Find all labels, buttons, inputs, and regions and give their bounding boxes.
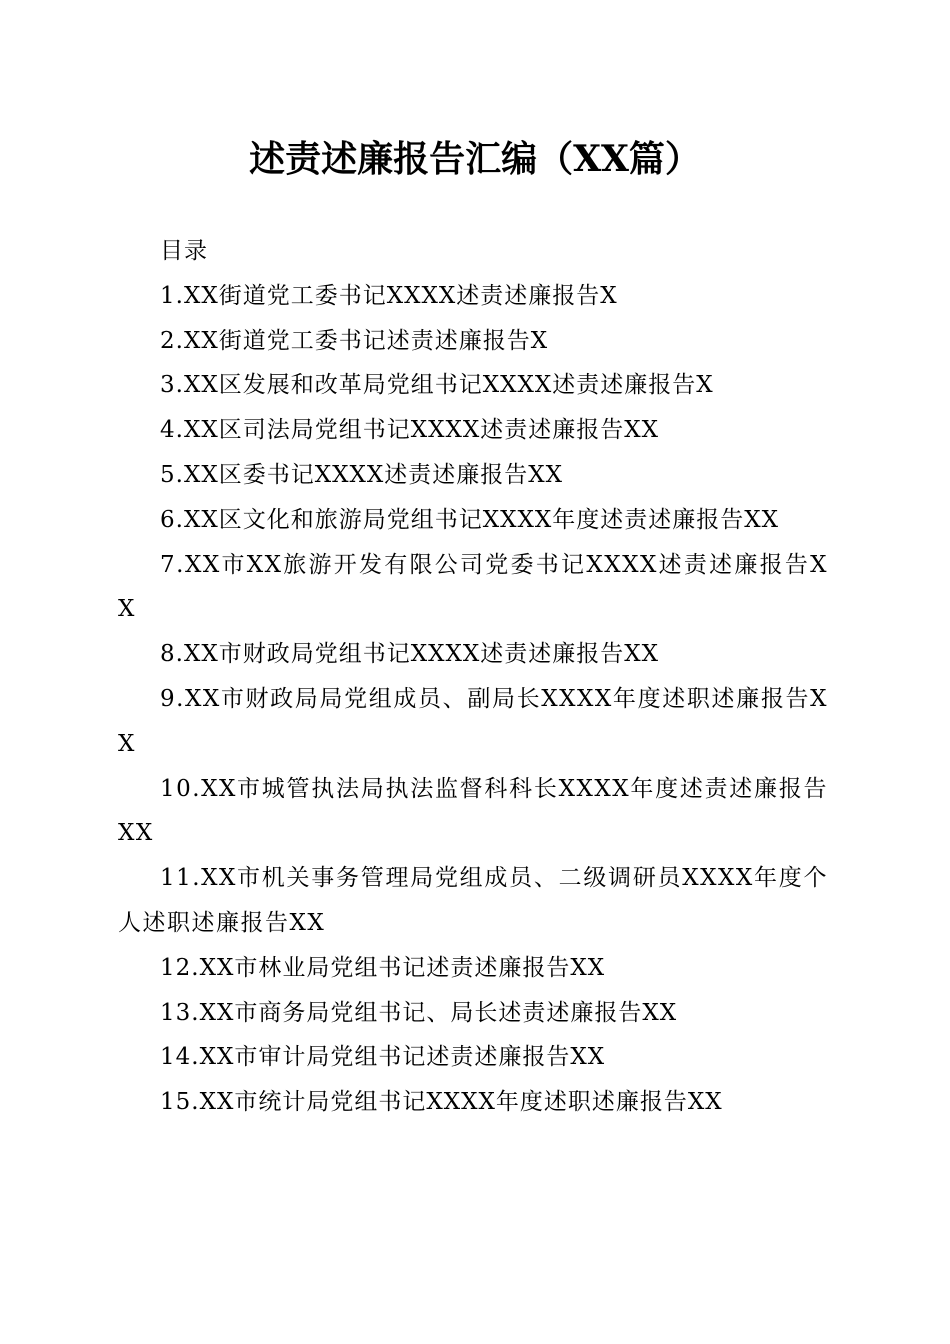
table-of-contents xyxy=(118,229,828,1125)
toc-item: 13.XX市商务局党组书记、局长述责述廉报告XX xyxy=(160,999,678,1026)
toc-item: 15.XX市统计局党组书记XXXX年度述职述廉报告XX xyxy=(160,1089,723,1116)
toc-item: 6.XX区文化和旅游局党组书记XXXX年度述责述廉报告XX xyxy=(160,506,779,533)
toc-item: 3.XX区发展和改革局党组书记XXXX述责述廉报告X xyxy=(160,372,714,399)
toc-item: 11.XX市机关事务管理局党组成员、二级调研员XXXX年度个人述职述廉报告XX xyxy=(118,865,828,936)
toc-item: 12.XX市林业局党组书记述责述廉报告XX xyxy=(160,954,606,981)
toc-heading: 目录 xyxy=(160,238,208,264)
toc-item: 2.XX街道党工委书记述责述廉报告X xyxy=(160,327,549,354)
toc-item: 1.XX街道党工委书记XXXX述责述廉报告X xyxy=(160,282,618,309)
toc-item: 10.XX市城管执法局执法监督科科长XXXX年度述责述廉报告XX xyxy=(118,775,828,847)
toc-item: 7.XX市XX旅游开发有限公司党委书记XXXX述责述廉报告XX xyxy=(118,551,828,623)
toc-item: 5.XX区委书记XXXX述责述廉报告XX xyxy=(160,461,563,488)
toc-item: 9.XX市财政局局党组成员、副局长XXXX年度述职述廉报告XX xyxy=(118,685,828,757)
toc-item: 14.XX市审计局党组书记述责述廉报告XX xyxy=(160,1044,606,1071)
toc-item: 8.XX市财政局党组书记XXXX述责述廉报告XX xyxy=(160,641,659,668)
document-title: 述责述廉报告汇编（XX篇） xyxy=(249,138,701,180)
toc-item: 4.XX区司法局党组书记XXXX述责述廉报告XX xyxy=(160,417,659,444)
